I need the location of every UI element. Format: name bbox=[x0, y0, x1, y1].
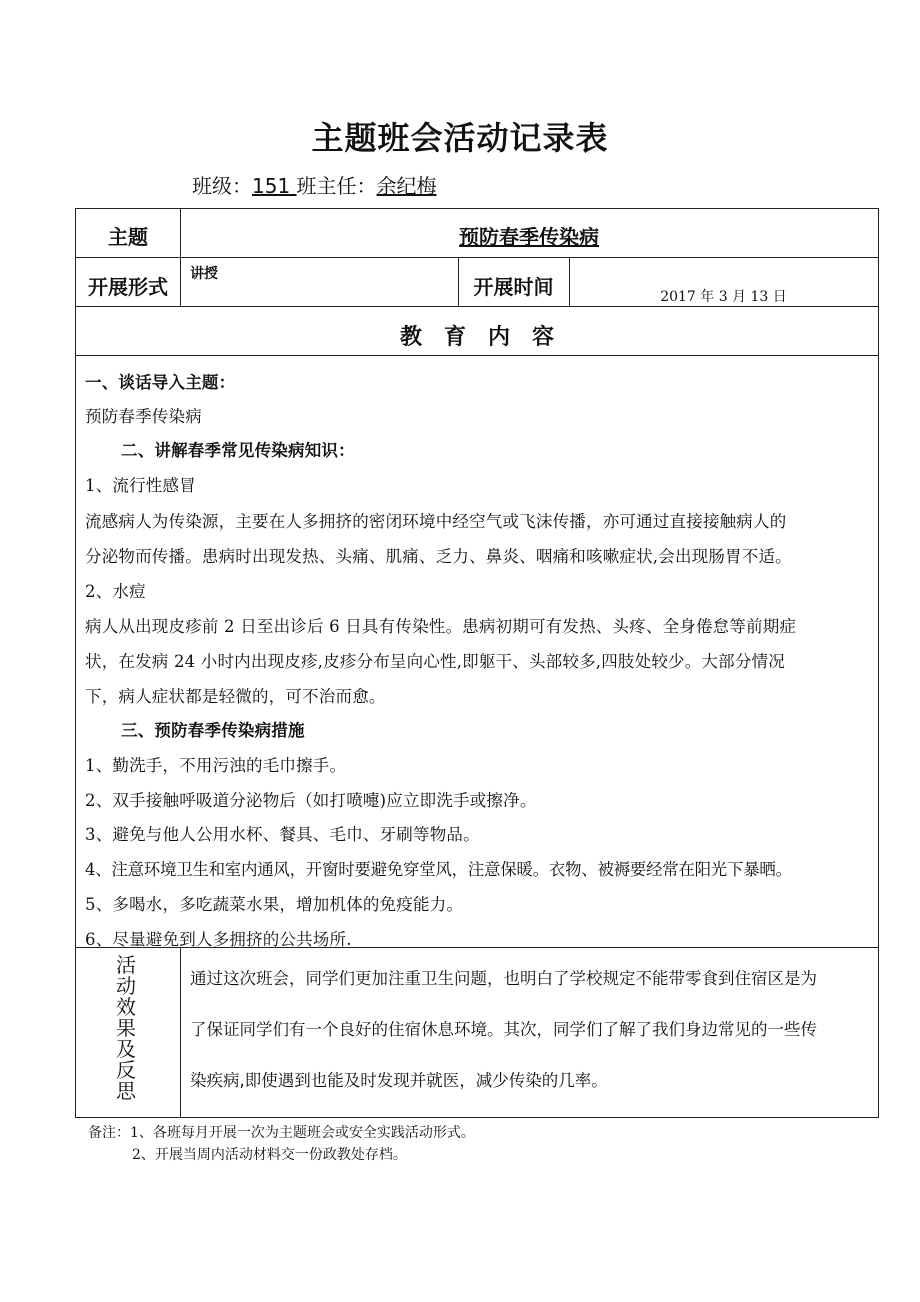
topic-label: 主题 bbox=[108, 225, 148, 249]
row-divider bbox=[76, 355, 878, 356]
content-line: 5、多喝水，多吃蔬菜水果，增加机体的免疫能力。 bbox=[85, 895, 464, 914]
content-line: 分泌物而传播。患病时出现发热、头痛、肌痛、乏力、鼻炎、咽痛和咳嗽症状,会出现肠胃不适。 bbox=[85, 547, 792, 566]
page-title: 主题班会活动记录表 bbox=[311, 119, 609, 157]
class-value: 151 bbox=[252, 174, 297, 198]
row-divider bbox=[76, 257, 878, 258]
class-info-line bbox=[192, 170, 437, 199]
notes bbox=[88, 1122, 475, 1166]
content-line: 2、水痘 bbox=[85, 582, 146, 601]
content-line: 流感病人为传染源，主要在人多拥挤的密闭环境中经空气或飞沫传播，亦可通过直接接触病人的 bbox=[85, 512, 787, 531]
content-header: 教 育 内 容 bbox=[399, 325, 554, 350]
content-line: 预防春季传染病 bbox=[85, 407, 202, 426]
content-line: 2、双手接触呼吸道分泌物后（如打喷嚏)应立即洗手或擦净。 bbox=[85, 791, 537, 810]
form-value: 讲授 bbox=[190, 266, 218, 282]
note-line: 备注：1、各班每月开展一次为主题班会或安全实践活动形式。 bbox=[88, 1125, 475, 1141]
content-line: 病人从出现皮疹前 2 日至出诊后 6 日具有传染性。患病初期可有发热、头疼、全身倦怠等前期症 bbox=[85, 617, 797, 636]
content-line: 1、勤洗手，不用污浊的毛巾擦手。 bbox=[85, 756, 347, 775]
row-divider bbox=[76, 306, 878, 307]
reflection-label-char: 思 bbox=[116, 1079, 136, 1103]
record-table bbox=[75, 208, 879, 1118]
content-line: 下，病人症状都是轻微的，可不治而愈。 bbox=[85, 687, 386, 706]
content-line: 一、谈话导入主题： bbox=[85, 373, 236, 392]
time-label: 开展时间 bbox=[473, 275, 554, 299]
reflection-label-char: 反 bbox=[116, 1058, 136, 1082]
content-line: 状，在发病 24 小时内出现皮疹,皮疹分布呈向心性,即躯干、头部较多,四肢处较少。大部分情况 bbox=[85, 652, 785, 671]
reflection-label bbox=[106, 955, 146, 1102]
teacher-value: 余纪梅 bbox=[376, 174, 437, 198]
content-line: 6、尽量避免到人多拥挤的公共场所. bbox=[85, 930, 352, 949]
reflection-line: 通过这次班会，同学们更加注重卫生问题，也明白了学校规定不能带零食到住宿区是为 bbox=[190, 969, 817, 988]
reflection-label-char: 动 bbox=[116, 974, 136, 998]
form-label: 开展形式 bbox=[88, 275, 168, 299]
content-line: 二、讲解春季常见传染病知识： bbox=[121, 441, 355, 460]
content-line: 三、预防春季传染病措施 bbox=[121, 721, 305, 740]
class-label: 班级： bbox=[192, 174, 252, 198]
content-line: 4、注意环境卫生和室内通风，开窗时要避免穿堂风，注意保暖。衣物、被褥要经常在阳光下暴晒。 bbox=[85, 860, 792, 879]
content-line: 3、避免与他人公用水杯、餐具、毛巾、牙刷等物品。 bbox=[85, 825, 480, 844]
reflection-label-char: 及 bbox=[116, 1037, 136, 1061]
reflection-line: 了保证同学们有一个良好的住宿休息环境。其次，同学们了解了我们身边常见的一些传 bbox=[190, 1020, 817, 1039]
reflection-label-char: 效 bbox=[116, 995, 136, 1019]
time-value: 2017 年 3 月 13 日 bbox=[660, 289, 787, 305]
teacher-label: 班主任： bbox=[296, 174, 377, 198]
reflection-label-char: 活 bbox=[116, 953, 136, 977]
reflection-line: 染疾病,即使遇到也能及时发现并就医，减少传染的几率。 bbox=[190, 1071, 608, 1090]
column-divider bbox=[180, 947, 181, 1117]
note-line: 2、开展当周内活动材料交一份政教处存档。 bbox=[132, 1147, 407, 1163]
topic-value: 预防春季传染病 bbox=[459, 225, 599, 249]
content-line: 1、流行性感冒 bbox=[85, 476, 196, 495]
reflection-label-char: 果 bbox=[116, 1016, 136, 1040]
